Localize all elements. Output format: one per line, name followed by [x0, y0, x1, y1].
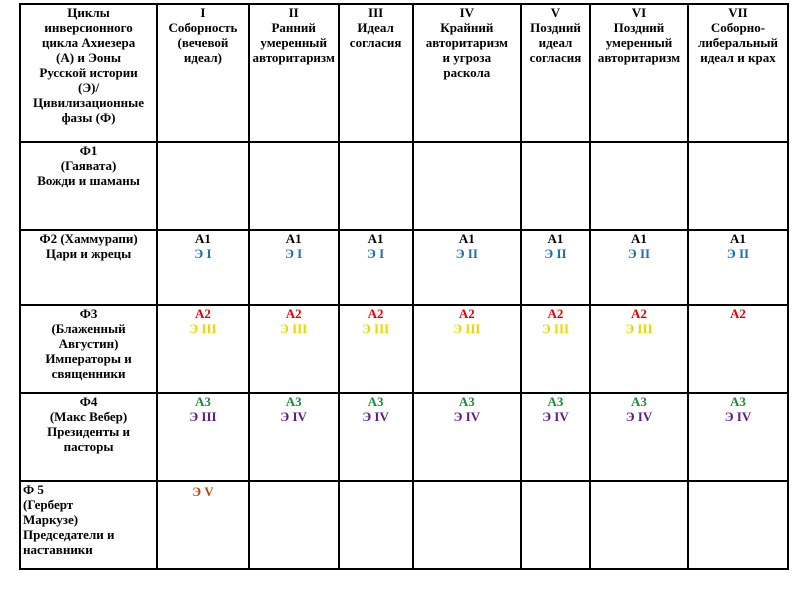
phase-label-line: наставники: [23, 542, 93, 557]
cycle-code: А2: [547, 306, 564, 321]
column-title-line: (вечевой: [177, 35, 229, 50]
phase-cycle-cell: [521, 393, 590, 481]
phase-cycle-cell: [339, 230, 413, 305]
phase-label-line: Ф 5: [23, 482, 44, 497]
phase-cycle-cell: [590, 393, 688, 481]
corner-header-line: Русской истории: [39, 65, 138, 80]
phase-label-line: Президенты и: [47, 424, 131, 439]
column-title-line: авторитаризм: [597, 50, 681, 65]
eon-code: Э V: [192, 484, 214, 499]
phase-cycle-cell: [157, 305, 249, 393]
phase-label-cell: [20, 305, 157, 393]
phase-label-line: Императоры и: [45, 351, 132, 366]
column-header-5: [521, 4, 590, 142]
cycle-code: А2: [195, 306, 211, 321]
phase-label-line: (Герберт: [23, 497, 74, 512]
column-number: III: [368, 5, 384, 20]
corner-header-line: инверсионного: [44, 20, 133, 35]
phase-label-line: пасторы: [63, 439, 114, 454]
eon-code: Э III: [189, 409, 217, 424]
phase-label-cell: [20, 393, 157, 481]
phase-cycle-cell: [521, 230, 590, 305]
phase-cycle-cell: [590, 481, 688, 569]
corner-header-line: (А) и Эоны: [56, 50, 122, 65]
eon-code: Э IV: [625, 409, 653, 424]
phase-cycle-cell: [521, 305, 590, 393]
cycle-code: А3: [195, 394, 211, 409]
phase-label-line: Маркузе): [23, 512, 79, 527]
phase-cycle-cell: [688, 305, 788, 393]
phase-cycle-cell: [339, 142, 413, 230]
column-number: I: [200, 5, 206, 20]
phase-cycle-cell: [249, 230, 339, 305]
phase-cycle-cell: [590, 305, 688, 393]
corner-header-line: фазы (Ф): [61, 110, 116, 125]
phase-row-f3: [20, 305, 788, 393]
column-title-line: умеренный: [260, 35, 327, 50]
phase-row-f4: [20, 393, 788, 481]
cycle-code: А2: [458, 306, 475, 321]
column-number: II: [288, 5, 299, 20]
eon-code: Э IV: [453, 409, 481, 424]
column-title-line: и угроза: [442, 50, 492, 65]
cycle-code: А3: [367, 394, 384, 409]
eon-code: Э III: [361, 321, 390, 336]
column-title-line: либеральный: [697, 35, 778, 50]
cycle-code: А1: [458, 231, 475, 246]
column-header-2: [249, 4, 339, 142]
phase-cycle-cell: [521, 481, 590, 569]
eon-code: Э III: [189, 321, 217, 336]
cycle-code: А1: [631, 231, 647, 246]
phase-label-cell: [20, 481, 157, 569]
phase-cycle-cell: [157, 481, 249, 569]
column-header-3: [339, 4, 413, 142]
phase-cycle-cell: [688, 230, 788, 305]
column-title-line: авторитаризм: [252, 50, 335, 65]
column-title-line: Ранний: [271, 20, 316, 35]
phase-cycle-cell: [249, 305, 339, 393]
cycle-code: А1: [730, 231, 746, 246]
phase-cycle-cell: [157, 142, 249, 230]
eon-code: Э III: [625, 321, 653, 336]
phase-cycle-cell: [590, 230, 688, 305]
eon-code: Э I: [194, 246, 212, 261]
phase-label-line: священники: [51, 366, 126, 381]
phase-label-line: (Блаженный: [51, 321, 126, 336]
eon-code: Э IV: [280, 409, 307, 424]
column-header-4: [413, 4, 521, 142]
phase-cycle-cell: [413, 142, 521, 230]
eon-code: Э II: [544, 246, 567, 261]
column-title-line: идеал): [183, 50, 222, 65]
phase-row-f2: [20, 230, 788, 305]
phase-label-line: (Макс Вебер): [49, 409, 128, 424]
cycle-code: А2: [367, 306, 384, 321]
column-number: IV: [459, 5, 475, 20]
column-title-line: Поздний: [530, 20, 581, 35]
column-title-line: раскола: [443, 65, 491, 80]
phase-label-line: Ф3: [79, 306, 98, 321]
cycle-code: А1: [367, 231, 384, 246]
phase-label-line: Цари и жрецы: [45, 246, 132, 261]
civilization-phases-table: [19, 3, 789, 570]
column-header-1: [157, 4, 249, 142]
phase-cycle-cell: [157, 230, 249, 305]
phase-label-line: (Гаявата): [60, 158, 117, 173]
phase-label-line: Августин): [58, 336, 119, 351]
phase-cycle-cell: [688, 481, 788, 569]
corner-header-cell: [20, 4, 157, 142]
corner-header-line: Цивилизационные: [33, 95, 145, 110]
eon-code: Э III: [541, 321, 570, 336]
eon-code: Э II: [726, 246, 750, 261]
eon-code: Э III: [280, 321, 308, 336]
column-title-line: идеал и крах: [700, 50, 776, 65]
column-number: VI: [631, 5, 647, 20]
eon-code: Э I: [367, 246, 385, 261]
phase-cycle-cell: [249, 481, 339, 569]
corner-header-line: Циклы: [67, 5, 110, 20]
eon-code: Э IV: [362, 409, 389, 424]
phase-label-line: Ф2 (Хаммурапи): [39, 231, 138, 246]
phase-cycle-cell: [157, 393, 249, 481]
column-title-line: Поздний: [613, 20, 665, 35]
column-title-line: Соборно-: [710, 20, 766, 35]
phase-cycle-cell: [339, 305, 413, 393]
phase-cycle-cell: [249, 142, 339, 230]
phase-cycle-cell: [521, 142, 590, 230]
cycle-code: А1: [285, 231, 302, 246]
phase-cycle-cell: [413, 393, 521, 481]
eon-code: Э II: [627, 246, 651, 261]
cycle-code: А3: [285, 394, 302, 409]
corner-header-line: цикла Ахиезера: [41, 35, 136, 50]
column-title-line: Соборность: [168, 20, 238, 35]
column-title-line: согласия: [529, 50, 582, 65]
phase-cycle-cell: [590, 142, 688, 230]
header-row: [20, 4, 788, 142]
cycle-code: А3: [631, 394, 647, 409]
column-title-line: авторитаризм: [425, 35, 508, 50]
column-number: V: [550, 5, 561, 20]
cycle-code: А3: [458, 394, 475, 409]
column-header-7: [688, 4, 788, 142]
cycle-code: А3: [547, 394, 564, 409]
phase-cycle-cell: [688, 393, 788, 481]
column-title-line: умеренный: [605, 35, 673, 50]
phase-label-cell: [20, 142, 157, 230]
cycle-code: А1: [547, 231, 564, 246]
phase-label-line: Вожди и шаманы: [37, 173, 140, 188]
cycle-code: А3: [730, 394, 746, 409]
column-number: VII: [728, 5, 748, 20]
phase-cycle-cell: [339, 481, 413, 569]
phase-row-f1: [20, 142, 788, 230]
phase-label-cell: [20, 230, 157, 305]
phase-cycle-cell: [339, 393, 413, 481]
cycle-code: А2: [631, 306, 647, 321]
phase-cycle-cell: [413, 230, 521, 305]
phase-cycle-cell: [688, 142, 788, 230]
cycle-code: А2: [285, 306, 302, 321]
eon-code: Э I: [285, 246, 303, 261]
corner-header-line: (Э)/: [78, 80, 100, 95]
phase-row-f5: [20, 481, 788, 569]
column-header-6: [590, 4, 688, 142]
phase-cycle-cell: [413, 305, 521, 393]
eon-code: Э IV: [724, 409, 752, 424]
column-title-line: согласия: [349, 35, 402, 50]
eon-code: Э II: [455, 246, 478, 261]
eon-code: Э IV: [542, 409, 569, 424]
phase-label-line: Председатели и: [23, 527, 115, 542]
column-title-line: идеал: [538, 35, 573, 50]
cycle-code: А1: [195, 231, 211, 246]
phase-cycle-cell: [249, 393, 339, 481]
column-title-line: Крайний: [440, 20, 494, 35]
phase-cycle-cell: [413, 481, 521, 569]
cycle-code: А2: [730, 306, 746, 321]
phase-label-line: Ф1: [79, 143, 98, 158]
phase-label-line: Ф4: [79, 394, 98, 409]
column-title-line: Идеал: [357, 20, 394, 35]
eon-code: Э III: [453, 321, 481, 336]
